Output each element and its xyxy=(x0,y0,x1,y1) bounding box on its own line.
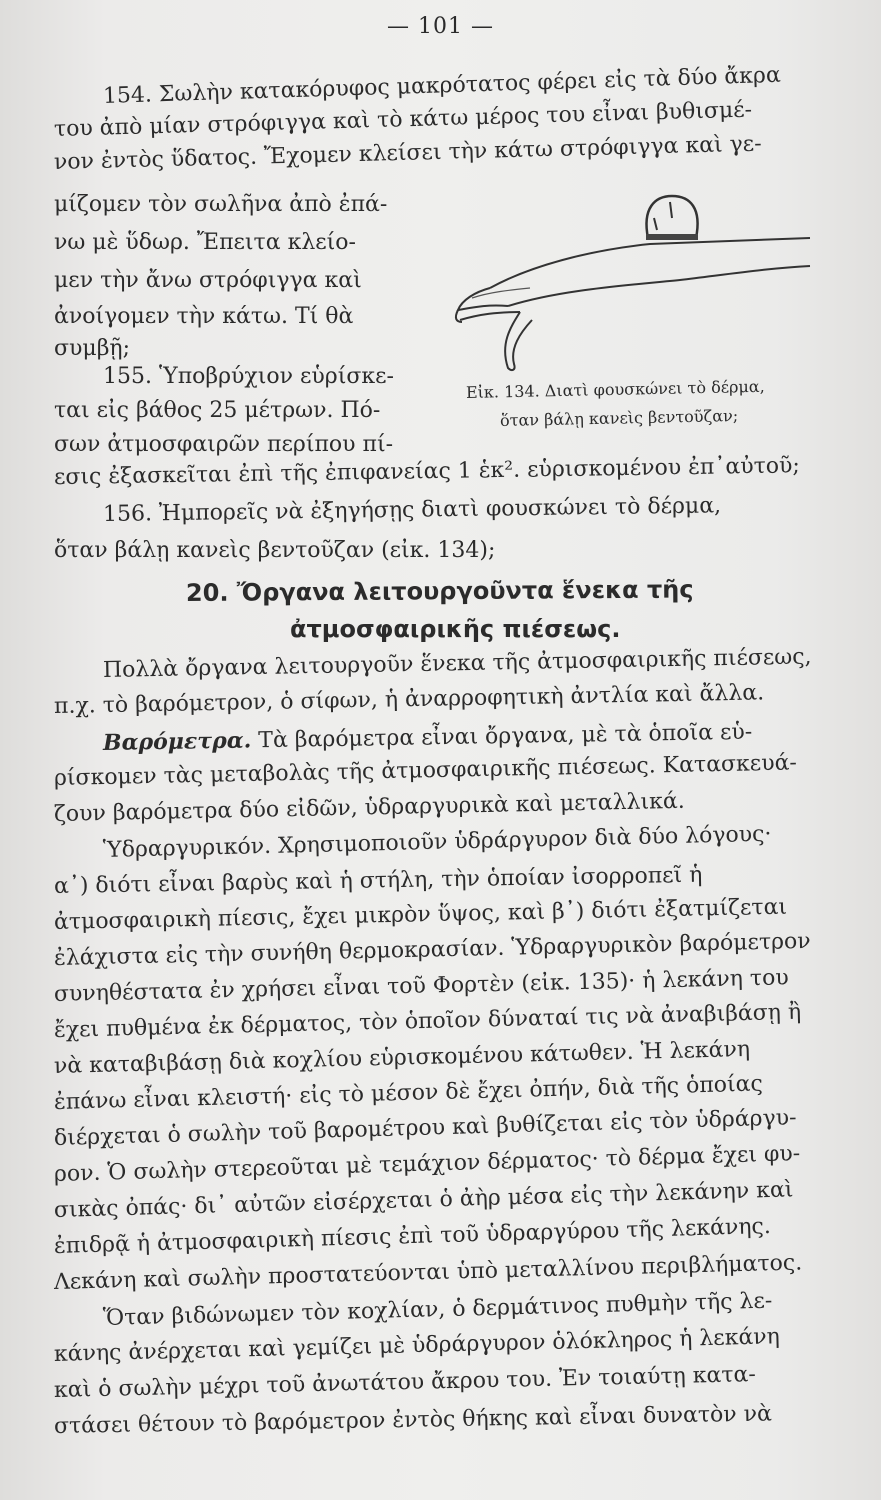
text-span: Τὰ βαρόμετρα εἶναι ὄργανα, μὲ τὰ ὁποῖα εὑ- xyxy=(258,719,753,754)
text-line: Ὅταν βιδώνωμεν τὸν κοχλίαν, ὁ δερμάτινος πυθμὴν τῆς λε- xyxy=(102,1288,773,1331)
text-line: ἐλάχιστα εἰς τὴν συνήθη θερμοκρασίαν. Ὑδραργυρικὸν βαρόμετρον xyxy=(53,928,811,971)
text-line: ὅταν βάλῃ κανεὶς βεντοῦζαν (εἰκ. 134); xyxy=(54,538,496,563)
text-line: 154. Σωλὴν κατακόρυφος μακρότατος φέρει εἰς τὰ δύο ἄκρα xyxy=(102,62,782,109)
text-line: Λεκάνη καὶ σωλὴν προστατεύονται ὑπὸ μεταλλίνου περιβλήματος. xyxy=(53,1250,803,1295)
text-line: ρον. Ὁ σωλὴν στερεοῦται μὲ τεμάχιον δέρματος· τὸ δέρμα ἔχει φυ- xyxy=(53,1141,801,1187)
figure-caption: ὅταν βάλῃ κανεὶς βεντοῦζαν; xyxy=(499,406,739,430)
text-line: συμβῇ; xyxy=(54,336,131,361)
text-line: ἐπάνω εἶναι κλειστή· εἰς τὸ μέσον δὲ ἔχει ὀπήν, διὰ τῆς ὁποίας xyxy=(53,1071,764,1115)
text-line: α᾽) διότι εἶναι βαρὺς καὶ ἡ στήλη, τὴν ὁποίαν ἰσορροπεῖ ἡ xyxy=(53,862,703,899)
text-line: του ἀπὸ μίαν στρόφιγγα καὶ τὸ κάτω μέρος του εἶναι βυθισμέ- xyxy=(53,97,753,142)
text-line: στάσει θέτουν τὸ βαρόμετρον ἐντὸς θήκης καὶ εἶναι δυνατὸν νὰ xyxy=(53,1401,773,1439)
text-line: νω μὲ ὕδωρ. Ἔπειτα κλείο- xyxy=(54,230,356,255)
text-line: σων ἀτμοσφαιρῶν περίπου πί- xyxy=(54,432,394,457)
text-line: μίζομεν τὸν σωλῆνα ἀπὸ ἐπά- xyxy=(54,192,388,217)
text-line: διέρχεται ὁ σωλὴν τοῦ βαρομέτρου καὶ βυθίζεται εἰς τὸν ὑδράργυ- xyxy=(53,1105,797,1151)
page-number: — 101 — xyxy=(387,14,494,39)
text-line: συνηθέστατα ἐν χρήσει εἶναι τοῦ Φορτὲν (εἰκ. 135)· ἡ λεκάνη του xyxy=(53,965,789,1007)
figure-134-cupping-illustration xyxy=(450,188,820,388)
text-line: ἀνοίγομεν τὴν κάτω. Τί θὰ xyxy=(54,304,354,329)
text-line: νον ἐντὸς ὕδατος. Ἔχομεν κλείσει τὴν κάτω στρόφιγγα καὶ γε- xyxy=(53,131,762,175)
text-line: Ὑδραργυρικόν. Χρησιμοποιοῦν ὑδράργυρον διὰ δύο λόγους· xyxy=(102,821,772,863)
text-line: ται εἰς βάθος 25 μέτρων. Πό- xyxy=(54,398,381,423)
text-line: σικὰς ὀπάς· δι᾽ αὐτῶν εἰσέρχεται ὁ ἀὴρ μέσα εἰς τὴν λεκάνην καὶ xyxy=(53,1177,794,1223)
text-line: καὶ ὁ σωλὴν μέχρι τοῦ ἀνωτάτου ἄκρου του. Ἐν τοιαύτῃ κατα- xyxy=(53,1362,757,1403)
text-line: νὰ καταβιβάσῃ διὰ κοχλίου εὑρισκομένου κάτωθεν. Ἡ λεκάνη xyxy=(53,1036,751,1079)
term-barometers: Βαρόμετρα. xyxy=(102,727,252,756)
text-line: 156. Ἠμπορεῖς νὰ ἐξηγήσῃς διατὶ φουσκώνει τὸ δέρμα, xyxy=(102,493,722,527)
text-line: 155. Ὑποβρύχιον εὑρίσκε- xyxy=(103,364,394,389)
text-line: μεν τὴν ἄνω στρόφιγγα καὶ xyxy=(54,268,362,293)
text-line: Πολλὰ ὄργανα λειτουργοῦν ἕνεκα τῆς ἀτμοσφαιρικῆς πιέσεως, xyxy=(102,644,812,683)
section-heading: ἀτμοσφαιρικῆς πιέσεως. xyxy=(290,615,621,643)
text-line: ρίσκομεν τὰς μεταβολὰς τῆς ἀτμοσφαιρικῆς πιέσεως. Κατασκευά- xyxy=(53,750,798,791)
text-line: π.χ. τὸ βαρόμετρον, ὁ σίφων, ἡ ἀναρροφητικὴ ἀντλία καὶ ἄλλα. xyxy=(53,680,765,719)
text-line: ζουν βαρόμετρα δύο εἰδῶν, ὑδραργυρικὰ καὶ μεταλλικά. xyxy=(53,788,685,827)
text-line: εσις ἐξασκεῖται ἐπὶ τῆς ἐπιφανείας 1 ἑκ². εὑρισκομένου ἐπ᾽αὐτοῦ; xyxy=(53,453,801,490)
section-heading: 20. Ὄργανα λειτουργοῦντα ἕνεκα τῆς xyxy=(185,575,694,607)
text-line: ἔχει πυθμένα ἐκ δέρματος, τὸν ὁποῖον δύναταί τις νὰ ἀναβιβάσῃ ἢ xyxy=(53,999,802,1043)
text-line: ἀτμοσφαιρικὴ πίεσις, ἔχει μικρὸν ὕψος, καὶ β᾽) διότι ἐξατμίζεται xyxy=(53,894,788,935)
text-line: κάνης ἀνέρχεται καὶ γεμίζει μὲ ὑδράργυρον ὁλόκληρος ἡ λεκάνη xyxy=(53,1324,781,1367)
text-line: ἐπιδρᾷ ἡ ἀτμοσφαιρικὴ πίεσις ἐπὶ τοῦ ὑδραργύρου τῆς λεκάνης. xyxy=(53,1213,772,1259)
figure-caption: Εἰκ. 134. Διατὶ φουσκώνει τὸ δέρμα, xyxy=(465,376,765,402)
